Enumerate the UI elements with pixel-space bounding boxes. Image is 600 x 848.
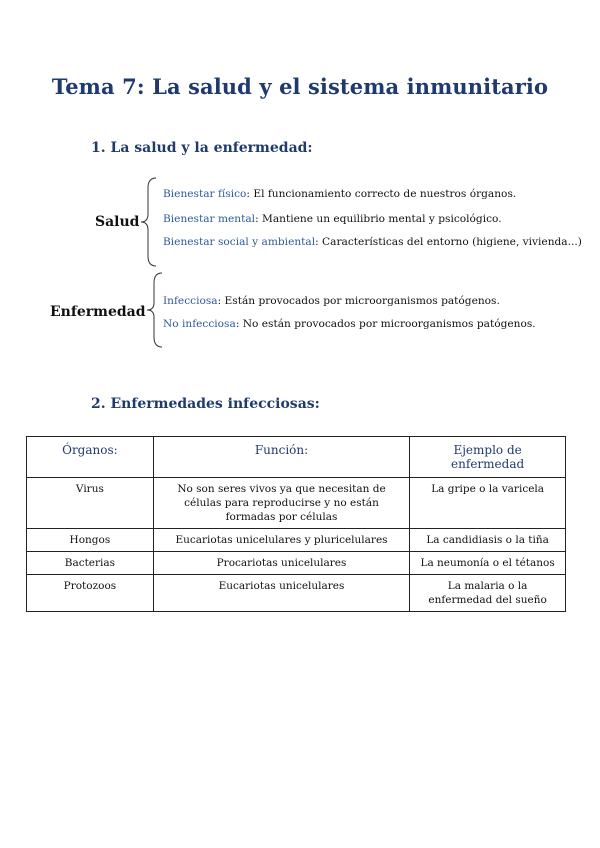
salud-item-fisico-text: : El funcionamiento correcto de nuestros órganos. xyxy=(246,188,517,200)
enfermedad-item-no-infecciosa xyxy=(163,318,536,330)
cell-funcion: Eucariotas unicelulares y pluricelulares xyxy=(153,529,409,552)
salud-item-mental-text: : Mantiene un equilibrio mental y psicológico. xyxy=(255,213,502,225)
cell-organo: Bacterias xyxy=(27,552,154,575)
table-row xyxy=(27,552,566,575)
cell-ejemplo: La neumonía o el tétanos xyxy=(410,552,566,575)
cell-organo: Virus xyxy=(27,478,154,529)
section-heading-salud: 1. La salud y la enfermedad: xyxy=(91,140,313,156)
enfermedad-item-infecciosa-key: Infecciosa xyxy=(163,295,218,307)
table-row xyxy=(27,575,566,612)
salud-item-social-text: : Características del entorno (higiene, vivienda...) xyxy=(315,236,582,248)
enfermedad-item-infecciosa-text: : Están provocados por microorganismos patógenos. xyxy=(217,295,500,307)
salud-item-mental-key: Bienestar mental xyxy=(163,213,256,225)
cell-ejemplo: La candidiasis o la tiña xyxy=(410,529,566,552)
cell-ejemplo: La gripe o la varicela xyxy=(410,478,566,529)
enfermedad-item-no-infecciosa-key: No infecciosa xyxy=(163,318,236,330)
header-ejemplo: Ejemplo de enfermedad xyxy=(410,437,566,478)
table-row xyxy=(27,529,566,552)
salud-item-fisico-key: Bienestar físico xyxy=(163,188,247,200)
cell-funcion: No son seres vivos ya que necesitan de células para reproducirse y no están formadas por células xyxy=(153,478,409,529)
enfermedad-item-infecciosa xyxy=(163,295,500,307)
salud-item-social-key: Bienestar social y ambiental xyxy=(163,236,316,248)
section-heading-infecciosas: 2. Enfermedades infecciosas: xyxy=(91,396,320,412)
header-organos: Órganos: xyxy=(27,437,154,478)
cell-funcion: Procariotas unicelulares xyxy=(153,552,409,575)
cell-ejemplo: La malaria o la enfermedad del sueño xyxy=(410,575,566,612)
enfermedad-item-no-infecciosa-text: : No están provocados por microorganismos patógenos. xyxy=(235,318,536,330)
salud-item-social xyxy=(163,236,582,248)
table-row xyxy=(27,478,566,529)
page-title: Tema 7: La salud y el sistema inmunitario xyxy=(51,74,549,99)
header-funcion: Función: xyxy=(153,437,409,478)
cell-organo: Hongos xyxy=(27,529,154,552)
salud-label: Salud xyxy=(95,214,140,230)
cell-organo: Protozoos xyxy=(27,575,154,612)
salud-item-fisico xyxy=(163,188,516,200)
brace-enfermedad xyxy=(144,271,164,349)
enfermedad-label: Enfermedad xyxy=(50,304,146,320)
cell-funcion: Eucariotas unicelulares xyxy=(153,575,409,612)
brace-salud xyxy=(138,176,158,268)
salud-item-mental xyxy=(163,213,502,225)
table-header-row xyxy=(27,437,566,478)
infectious-diseases-table xyxy=(26,436,566,612)
